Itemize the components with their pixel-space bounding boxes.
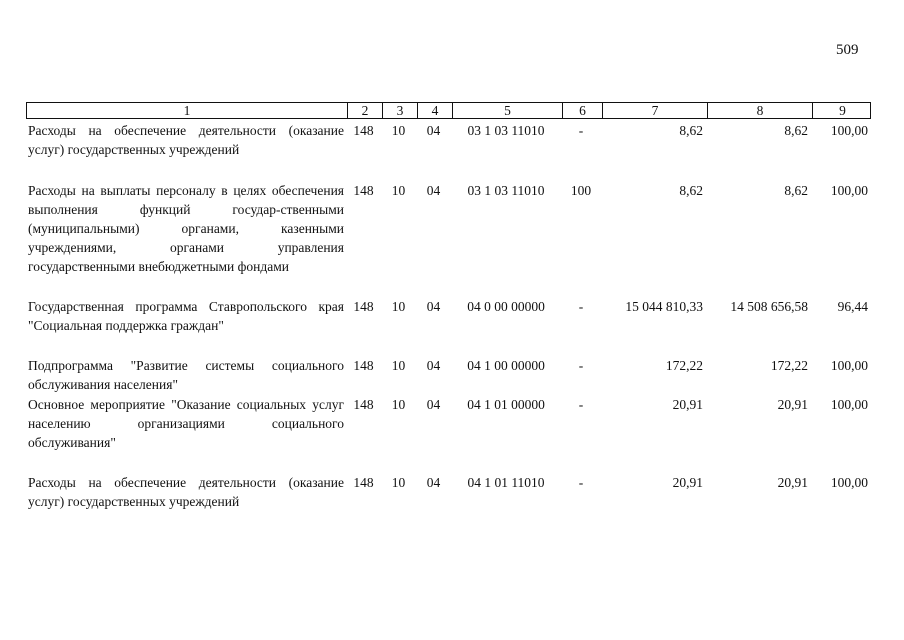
row-col-6: -	[578, 475, 584, 490]
row-col-5: 04 1 00 00000	[467, 358, 545, 373]
row-col-6: -	[578, 123, 584, 138]
row-name: Государственная программа Ставропольского края "Социальная поддержка граждан"	[28, 299, 344, 333]
row-col-8: 172,22	[770, 358, 808, 373]
row-col-5: 04 0 00 00000	[467, 299, 545, 314]
row-col-9: 100,00	[830, 475, 868, 490]
row-col-3: 10	[391, 123, 406, 138]
row-col-5: 04 1 01 00000	[467, 397, 545, 412]
row-col-9: 100,00	[830, 397, 868, 412]
row-col-9: 100,00	[830, 123, 868, 138]
row-col-7: 8,62	[679, 123, 703, 138]
row-col-8: 14 508 656,58	[730, 299, 808, 314]
row-col-7: 15 044 810,33	[625, 299, 703, 314]
table-row	[26, 297, 871, 335]
row-name: Подпрограмма "Развитие системы социального обслуживания населения"	[28, 358, 344, 392]
header-col-4: 4	[417, 103, 452, 118]
row-col-3: 10	[391, 358, 406, 373]
row-col-2: 148	[353, 183, 374, 198]
row-col-9: 100,00	[830, 183, 868, 198]
row-col-4: 04	[426, 183, 441, 198]
header-col-2: 2	[347, 103, 382, 118]
row-col-5: 03 1 03 11010	[467, 183, 545, 198]
row-col-5: 03 1 03 11010	[467, 123, 545, 138]
row-col-8: 8,62	[784, 183, 808, 198]
row-col-3: 10	[391, 397, 406, 412]
row-name: Основное мероприятие "Оказание социальных услуг населению организациями социального обслуживания"	[28, 397, 344, 450]
header-col-9: 9	[812, 103, 872, 118]
row-col-6: -	[578, 397, 584, 412]
row-col-7: 8,62	[679, 183, 703, 198]
table-row	[26, 121, 871, 159]
page-number: 509	[836, 42, 859, 58]
budget-table	[26, 102, 871, 509]
header-col-6: 6	[562, 103, 602, 118]
row-col-3: 10	[391, 475, 406, 490]
header-col-1: 1	[183, 103, 191, 118]
row-col-6: -	[578, 358, 584, 373]
row-col-3: 10	[391, 299, 406, 314]
table-row	[26, 356, 871, 394]
row-col-2: 148	[353, 475, 374, 490]
row-col-2: 148	[353, 299, 374, 314]
row-col-4: 04	[426, 397, 441, 412]
row-col-8: 20,91	[777, 475, 808, 490]
row-col-8: 8,62	[784, 123, 808, 138]
row-col-4: 04	[426, 358, 441, 373]
header-col-7: 7	[602, 103, 707, 118]
row-name: Расходы на выплаты персоналу в целях обеспечения выполнения функций государ-ственными (муниципальными) органами, казенными учреждениями, органами управления государственными внебюджетными фондами	[28, 183, 344, 274]
header-col-8: 8	[707, 103, 812, 118]
row-col-4: 04	[426, 475, 441, 490]
row-col-2: 148	[353, 397, 374, 412]
row-col-4: 04	[426, 123, 441, 138]
row-col-7: 20,91	[672, 475, 703, 490]
header-col-3: 3	[382, 103, 417, 118]
table-row	[26, 473, 871, 511]
row-col-9: 100,00	[830, 358, 868, 373]
row-col-6: -	[578, 299, 584, 314]
row-col-6: 100	[570, 183, 592, 198]
row-col-2: 148	[353, 123, 374, 138]
row-name: Расходы на обеспечение деятельности (оказание услуг) государственных учреждений	[28, 475, 344, 509]
table-row	[26, 395, 871, 452]
row-col-2: 148	[353, 358, 374, 373]
row-col-8: 20,91	[777, 397, 808, 412]
row-name: Расходы на обеспечение деятельности (оказание услуг) государственных учреждений	[28, 123, 344, 157]
table-header-row	[26, 102, 871, 119]
row-col-7: 172,22	[665, 358, 703, 373]
row-col-5: 04 1 01 11010	[467, 475, 545, 490]
table-row	[26, 181, 871, 276]
row-col-7: 20,91	[672, 397, 703, 412]
row-col-9: 96,44	[837, 299, 868, 314]
row-col-3: 10	[391, 183, 406, 198]
header-col-5: 5	[452, 103, 562, 118]
row-col-4: 04	[426, 299, 441, 314]
